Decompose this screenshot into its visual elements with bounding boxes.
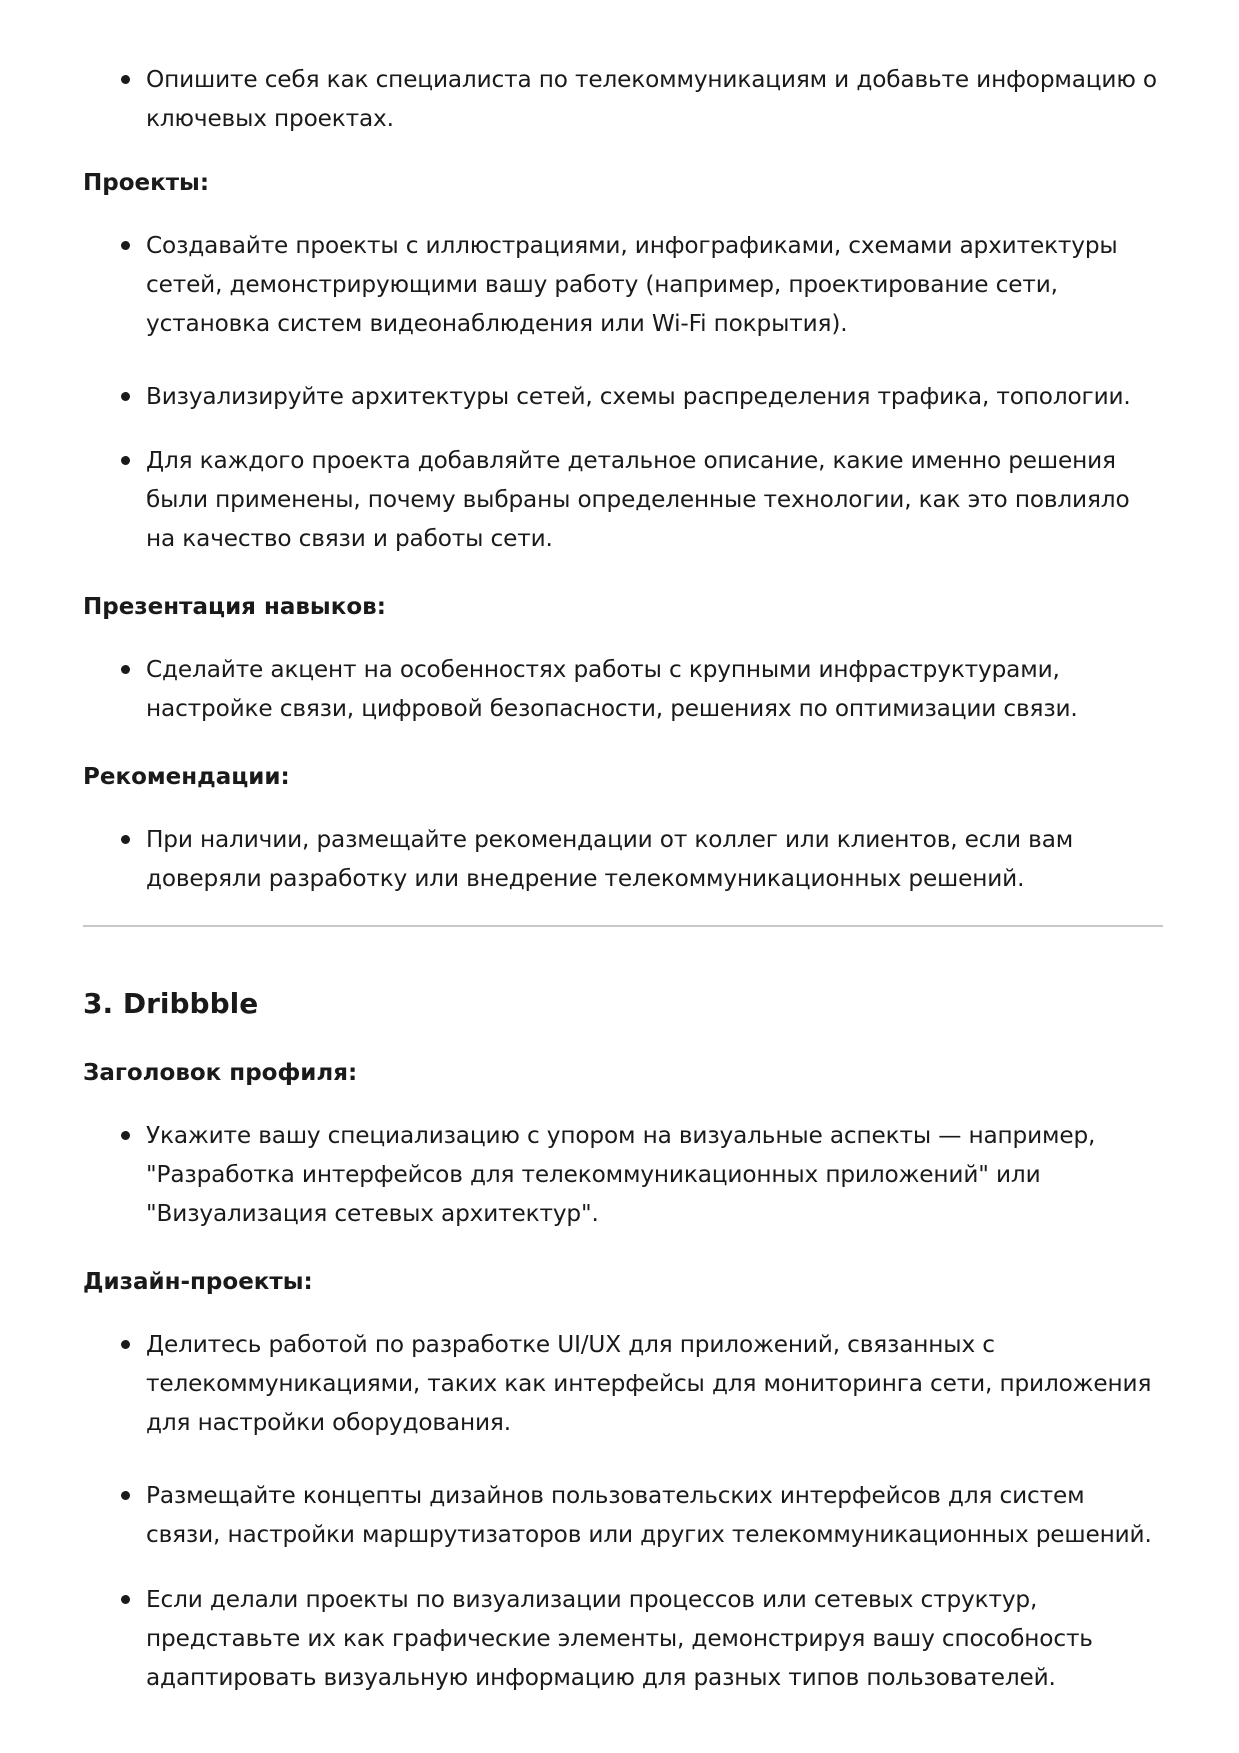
list-item-text: Делитесь работой по разработке UI/UX для приложений, связанных с телекоммуникациями, таких как интерфейсы для мониторинга сети, приложения для настройки оборудования. — [146, 1331, 1152, 1436]
profile-header-list — [83, 1116, 1163, 1233]
bullet-icon — [121, 1340, 130, 1349]
list-item — [83, 650, 1163, 728]
list-item-text: Визуализируйте архитектуры сетей, схемы распределения трафика, топологии. — [146, 383, 1131, 410]
list-item — [83, 1325, 1163, 1442]
list-item — [83, 1476, 1163, 1554]
design-projects-heading: Дизайн-проекты: — [83, 1269, 313, 1295]
bullet-icon — [121, 456, 130, 465]
list-item-text: Размещайте концепты дизайнов пользовательских интерфейсов для систем связи, настройки маршрутизаторов или других телекоммуникационных решений. — [146, 1482, 1152, 1548]
bullet-icon — [121, 1595, 130, 1604]
bullet-icon — [121, 665, 130, 674]
projects-list — [83, 226, 1163, 343]
design-projects-list-3 — [83, 1580, 1163, 1697]
bullet-icon — [121, 75, 130, 84]
design-projects-list — [83, 1325, 1163, 1442]
projects-list-2 — [83, 377, 1163, 416]
projects-list-3 — [83, 441, 1163, 558]
bullet-icon — [121, 1491, 130, 1500]
list-item — [83, 820, 1163, 898]
projects-heading: Проекты: — [83, 170, 210, 196]
skills-list — [83, 650, 1163, 728]
list-item-text: Сделайте акцент на особенностях работы с крупными инфраструктурами, настройке связи, цифровой безопасности, решениях по оптимизации связи. — [146, 656, 1078, 722]
list-item — [83, 1116, 1163, 1233]
list-item-text: При наличии, размещайте рекомендации от коллег или клиентов, если вам доверяли разработку или внедрение телекоммуникационных решений. — [146, 826, 1074, 892]
list-item-text: Если делали проекты по визуализации процессов или сетевых структур, представьте их как графические элементы, демонстрируя вашу способность адаптировать визуальную информацию для разных типов пользователей. — [146, 1586, 1093, 1691]
bullet-icon — [121, 1131, 130, 1140]
list-item — [83, 377, 1163, 416]
section-divider — [83, 925, 1163, 927]
list-item — [83, 226, 1163, 343]
list-item-text: Для каждого проекта добавляйте детальное описание, какие именно решения были применены, почему выбраны определенные технологии, как это повлияло на качество связи и работы сети. — [146, 447, 1130, 552]
profile-header-heading: Заголовок профиля: — [83, 1060, 358, 1086]
list-item-text: Опишите себя как специалиста по телекоммуникациям и добавьте информацию о ключевых проектах. — [146, 66, 1157, 132]
list-item — [83, 441, 1163, 558]
recommendations-list — [83, 820, 1163, 898]
bullet-icon — [121, 392, 130, 401]
list-item — [83, 60, 1163, 138]
list-item-text: Создавайте проекты с иллюстрациями, инфографиками, схемами архитектуры сетей, демонстрирующими вашу работу (например, проектирование сети, установка систем видеонаблюдения или Wi-Fi покрытия). — [146, 232, 1118, 337]
list-item-text: Укажите вашу специализацию с упором на визуальные аспекты — например, "Разработка интерфейсов для телекоммуникационных приложений" или "Визуализация сетевых архитектур". — [146, 1122, 1096, 1227]
design-projects-list-2 — [83, 1476, 1163, 1554]
list-item — [83, 1580, 1163, 1697]
skills-heading: Презентация навыков: — [83, 594, 386, 620]
bullet-icon — [121, 835, 130, 844]
recommendations-heading: Рекомендации: — [83, 764, 290, 790]
intro-list — [83, 60, 1163, 138]
dribbble-title: 3. Dribbble — [83, 987, 259, 1020]
bullet-icon — [121, 241, 130, 250]
